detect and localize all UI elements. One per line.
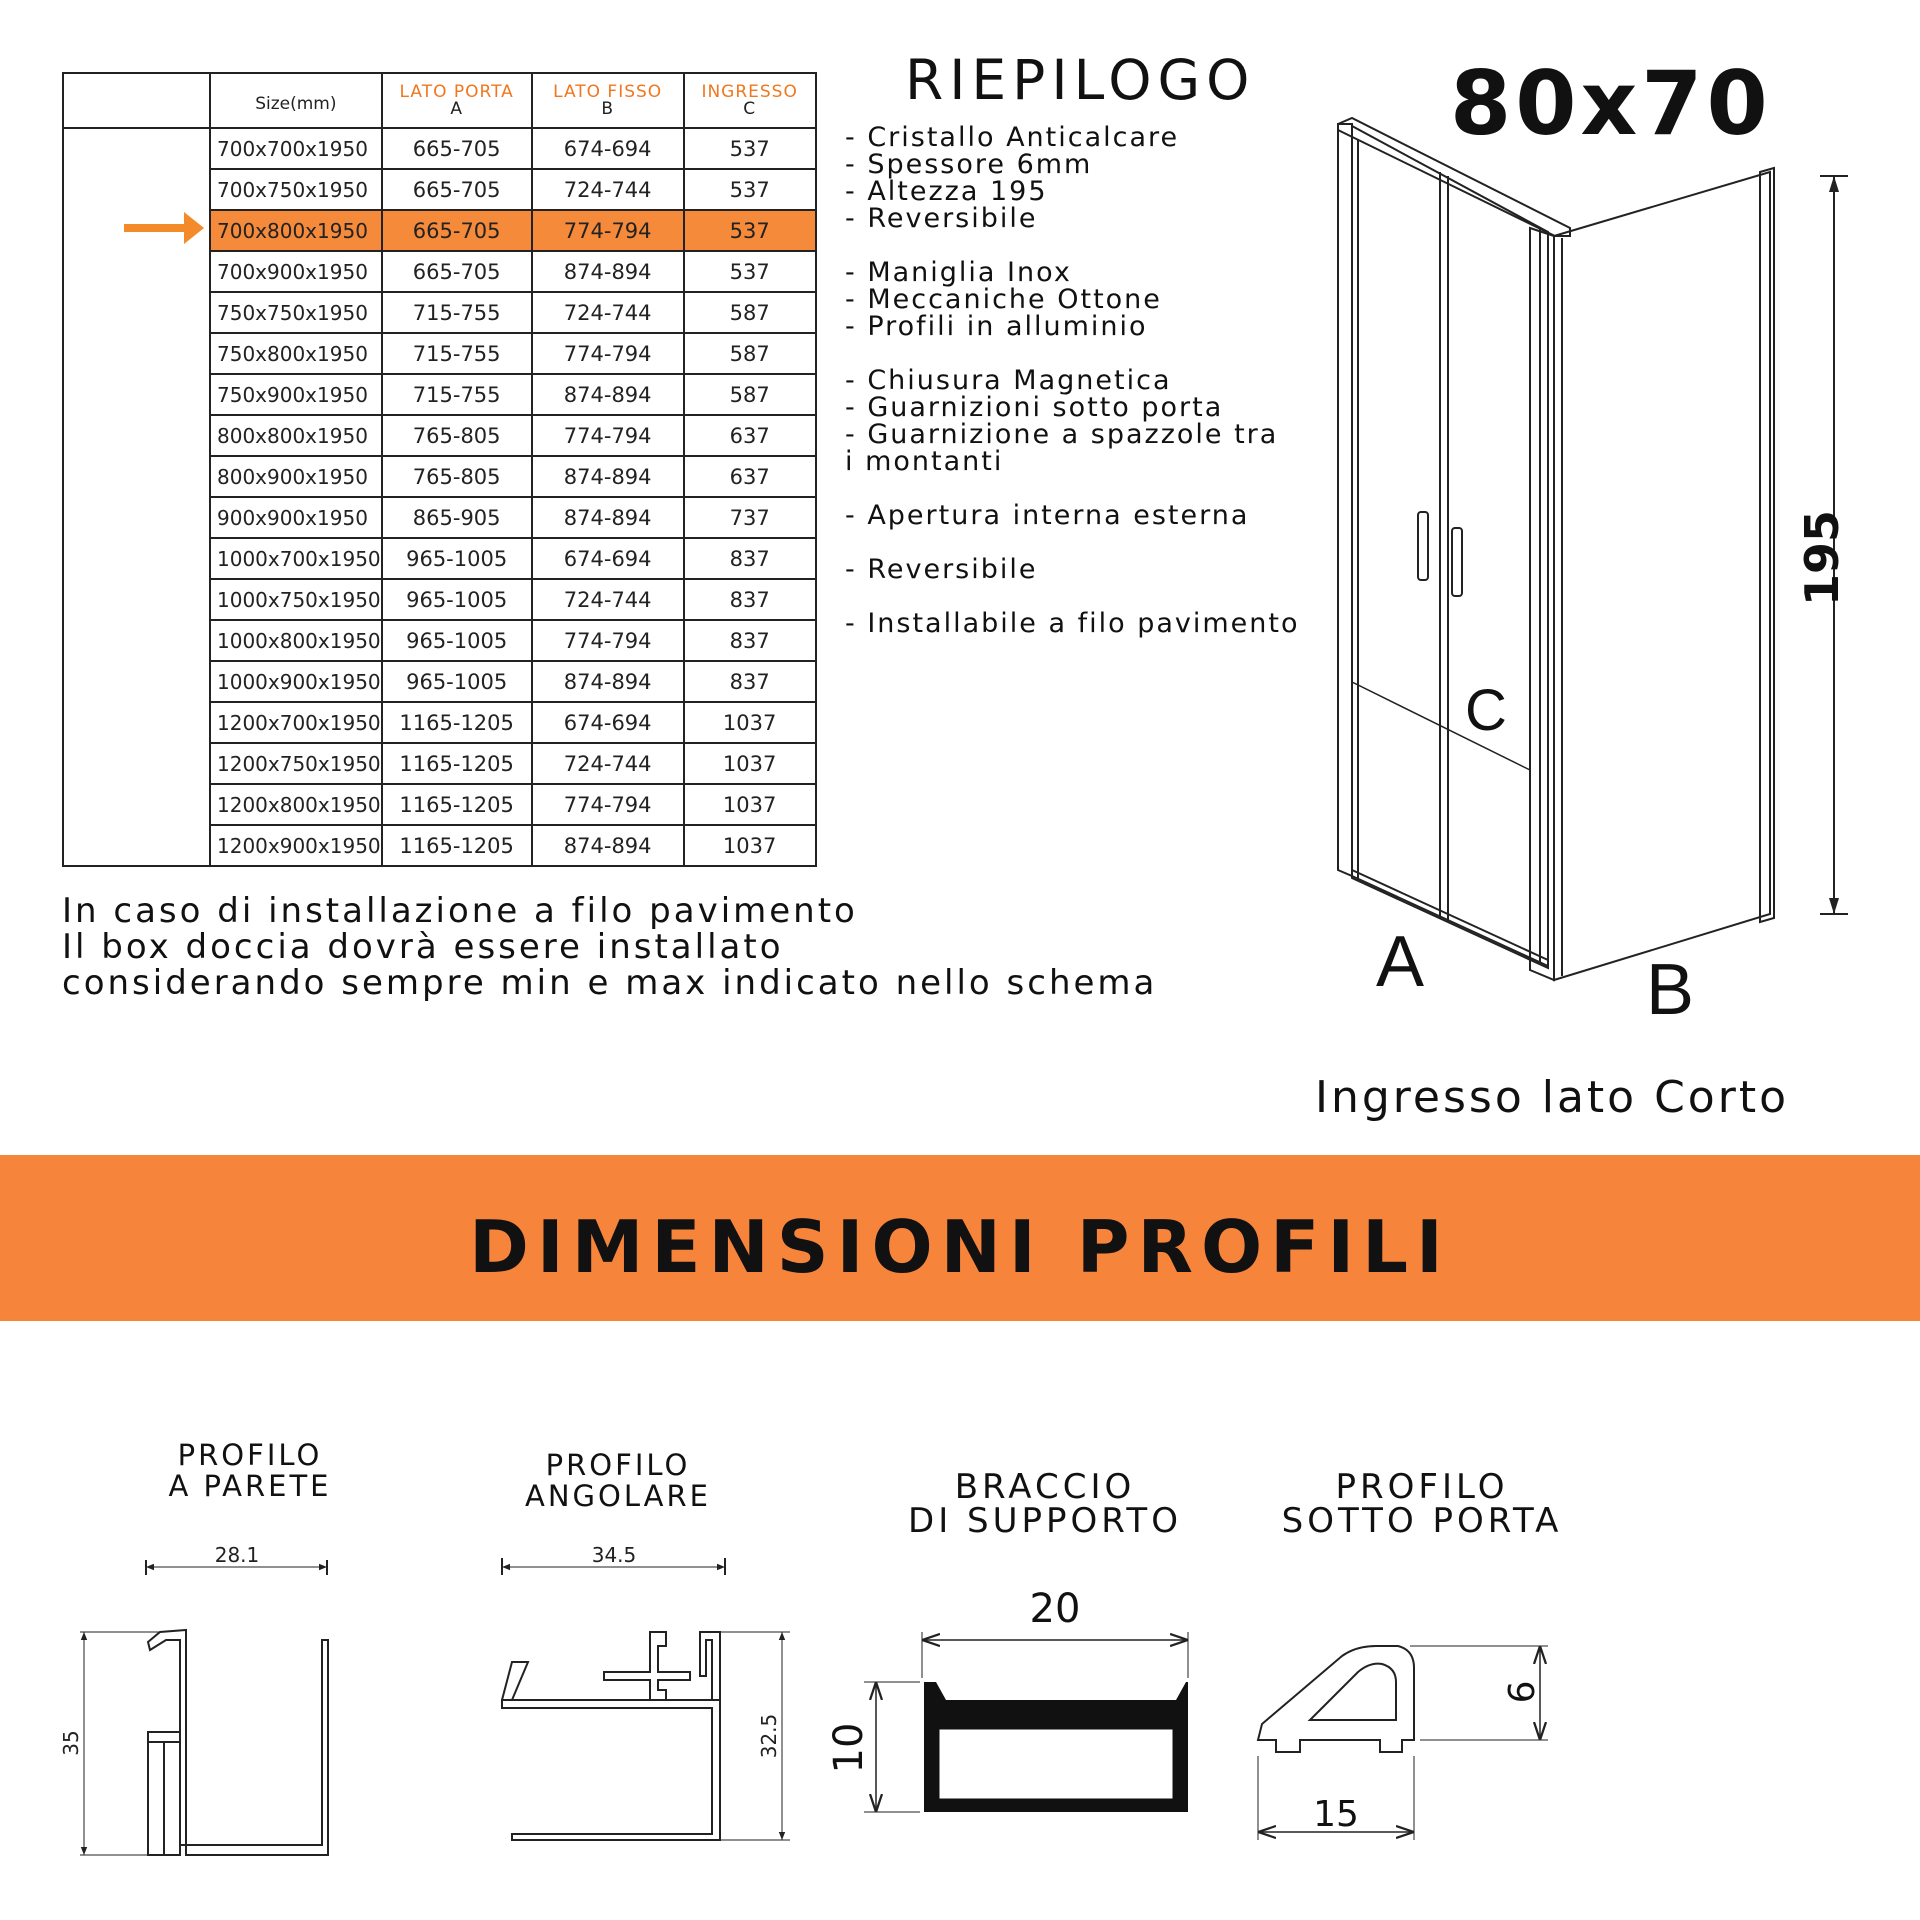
spec-item: - Maniglia Inox	[845, 257, 1072, 288]
lato-porta-cell: 665-705	[382, 210, 532, 251]
lato-porta-cell: 765-805	[382, 415, 532, 456]
lato-porta-cell: 1165-1205	[382, 702, 532, 743]
banner-title: DIMENSIONI PROFILI	[469, 1205, 1451, 1289]
lato-fisso-cell: 774-794	[532, 333, 684, 374]
size-cell: 750x900x1950	[210, 374, 382, 415]
spec-item: - Cristallo Anticalcare	[845, 122, 1180, 153]
height-label: 195	[1795, 509, 1849, 607]
corner-post	[1530, 228, 1554, 980]
lato-fisso-cell: 724-744	[532, 579, 684, 620]
ingresso-cell: 837	[684, 579, 816, 620]
header-ingresso-sub: C	[743, 98, 757, 119]
lato-fisso-cell: 774-794	[532, 415, 684, 456]
spec-item: - Reversibile	[845, 203, 1038, 234]
profile-sotto-porta-label	[1262, 1467, 1582, 1541]
header-lato-fisso-label: LATO FISSO	[553, 81, 663, 102]
size-cell: 750x750x1950	[210, 292, 382, 333]
lato-fisso-cell: 774-794	[532, 210, 684, 251]
ingresso-cell: 587	[684, 333, 816, 374]
parete-width: 28.1	[214, 1543, 260, 1567]
size-cell: 1000x900x1950	[210, 661, 382, 702]
ingresso-cell: 837	[684, 661, 816, 702]
size-cell: 1200x800x1950	[210, 784, 382, 825]
spec-item: - Installabile a filo pavimento	[845, 608, 1300, 639]
lato-porta-cell: 1165-1205	[382, 825, 532, 866]
header-ingresso-label: INGRESSO	[701, 81, 798, 102]
profile-angolare-line2: ANGOLARE	[525, 1479, 711, 1513]
lato-porta-cell: 765-805	[382, 456, 532, 497]
ingresso-cell: 637	[684, 415, 816, 456]
ingresso-cell: 837	[684, 620, 816, 661]
lato-porta-cell: 965-1005	[382, 620, 532, 661]
angolare-height: 32.5	[757, 1713, 781, 1759]
spec-item: - Altezza 195	[845, 176, 1048, 207]
spec-item: - Chiusura Magnetica	[845, 365, 1172, 396]
profile-sotto-porta-drawing	[1258, 1646, 1548, 1840]
spec-gap	[845, 232, 1300, 259]
entry-side-label: Ingresso lato Corto	[1315, 1072, 1789, 1123]
product-size-title: 80x70	[1450, 52, 1772, 155]
ingresso-cell: 537	[684, 251, 816, 292]
lato-porta-cell: 665-705	[382, 128, 532, 169]
profile-parete-line2: A PARETE	[168, 1469, 332, 1503]
note-line-3: considerando sempre min e max indicato nello schema	[62, 963, 1158, 1003]
lato-fisso-cell: 674-694	[532, 128, 684, 169]
lato-porta-cell: 1165-1205	[382, 743, 532, 784]
braccio-height: 10	[826, 1722, 872, 1774]
header-lato-fisso-sub: B	[601, 98, 614, 119]
spec-item: - Reversibile	[845, 554, 1038, 585]
ingresso-cell: 537	[684, 169, 816, 210]
shower-drawing	[1320, 110, 1880, 1030]
ingresso-cell: 587	[684, 292, 816, 333]
door-panel-a	[1352, 126, 1548, 968]
ingresso-cell: 537	[684, 128, 816, 169]
label-b: B	[1645, 950, 1695, 1030]
profile-braccio-label	[880, 1467, 1210, 1541]
profile-parete-drawing	[80, 1560, 328, 1855]
lato-fisso-cell: 874-894	[532, 497, 684, 538]
lato-fisso-cell: 724-744	[532, 292, 684, 333]
size-cell: 1000x750x1950	[210, 579, 382, 620]
size-cell: 900x900x1950	[210, 497, 382, 538]
spec-item: i montanti	[845, 446, 1004, 477]
handle-right	[1452, 528, 1462, 596]
ingresso-cell: 637	[684, 456, 816, 497]
spec-list	[845, 124, 1300, 637]
profile-parete-line1: PROFILO	[177, 1438, 323, 1472]
fixed-panel-b	[1554, 172, 1770, 980]
ingresso-cell: 737	[684, 497, 816, 538]
size-cell: 1200x700x1950	[210, 702, 382, 743]
size-table	[62, 72, 817, 867]
profile-drawings	[0, 1530, 1920, 1880]
parete-height: 35	[59, 1730, 83, 1756]
lato-porta-cell: 665-705	[382, 251, 532, 292]
lato-fisso-cell: 874-894	[532, 661, 684, 702]
spec-item: - Apertura interna esterna	[845, 500, 1250, 531]
ingresso-cell: 1037	[684, 702, 816, 743]
handle-left	[1418, 512, 1428, 580]
header-lato-porta-label: LATO PORTA	[399, 81, 514, 102]
wall-profile-left	[1338, 124, 1352, 876]
table-header-row	[63, 73, 816, 128]
profile-braccio-line2: DI SUPPORTO	[908, 1501, 1182, 1541]
profile-braccio-line1: BRACCIO	[954, 1467, 1136, 1507]
lato-fisso-cell: 774-794	[532, 620, 684, 661]
size-cell: 1000x800x1950	[210, 620, 382, 661]
header-size: Size(mm)	[210, 73, 382, 128]
lato-porta-cell: 965-1005	[382, 579, 532, 620]
wall-profile-right	[1760, 168, 1774, 922]
top-rail	[1338, 118, 1570, 236]
profile-angolare-label	[508, 1450, 728, 1512]
lato-fisso-cell: 874-894	[532, 825, 684, 866]
profile-sotto-porta-line1: PROFILO	[1335, 1467, 1509, 1507]
header-lato-fisso	[532, 73, 684, 128]
ingresso-cell: 1037	[684, 784, 816, 825]
lato-porta-cell: 715-755	[382, 374, 532, 415]
header-lato-porta-sub: A	[450, 98, 463, 119]
size-cell: 700x800x1950	[210, 210, 382, 251]
lato-porta-cell: 715-755	[382, 292, 532, 333]
size-cell: 700x900x1950	[210, 251, 382, 292]
ingresso-cell: 1037	[684, 743, 816, 784]
lato-fisso-cell: 874-894	[532, 456, 684, 497]
size-cell: 800x800x1950	[210, 415, 382, 456]
table-row	[63, 128, 816, 169]
angolare-width: 34.5	[591, 1543, 637, 1567]
braccio-width: 20	[1029, 1586, 1081, 1632]
label-c: C	[1465, 678, 1507, 743]
spec-gap	[845, 529, 1300, 556]
size-cell: 1000x700x1950	[210, 538, 382, 579]
size-cell: 750x800x1950	[210, 333, 382, 374]
lato-fisso-cell: 674-694	[532, 538, 684, 579]
lato-porta-cell: 965-1005	[382, 538, 532, 579]
ingresso-cell: 587	[684, 374, 816, 415]
sotto-porta-width: 15	[1313, 1794, 1359, 1835]
lato-fisso-cell: 774-794	[532, 784, 684, 825]
spec-item: - Guarnizioni sotto porta	[845, 392, 1224, 423]
lato-fisso-cell: 874-894	[532, 374, 684, 415]
spec-item: - Guarnizione a spazzole tra	[845, 419, 1279, 450]
spec-item: - Profili in alluminio	[845, 311, 1148, 342]
ingresso-cell: 1037	[684, 825, 816, 866]
sotto-porta-height: 9	[1499, 1680, 1540, 1704]
spec-gap	[845, 583, 1300, 610]
size-cell: 700x700x1950	[210, 128, 382, 169]
profile-angolare-drawing	[502, 1558, 790, 1840]
profile-braccio-drawing	[864, 1632, 1188, 1812]
size-cell: 800x900x1950	[210, 456, 382, 497]
note-line-1: In caso di installazione a filo pavimento	[62, 891, 858, 931]
spec-gap	[845, 340, 1300, 367]
header-lato-porta	[382, 73, 532, 128]
highlight-arrow-icon	[124, 208, 206, 248]
size-cell: 700x750x1950	[210, 169, 382, 210]
header-blank-cell	[63, 73, 210, 128]
profile-sotto-porta-line2: SOTTO PORTA	[1281, 1501, 1563, 1541]
lato-porta-cell: 865-905	[382, 497, 532, 538]
spec-gap	[845, 475, 1300, 502]
lato-porta-cell: 1165-1205	[382, 784, 532, 825]
header-ingresso	[684, 73, 816, 128]
lato-fisso-cell: 724-744	[532, 169, 684, 210]
profiles-banner	[0, 1155, 1920, 1321]
lato-fisso-cell: 674-694	[532, 702, 684, 743]
size-cell: 1200x750x1950	[210, 743, 382, 784]
lato-porta-cell: 715-755	[382, 333, 532, 374]
spec-item: - Spessore 6mm	[845, 149, 1093, 180]
profile-parete-label	[140, 1440, 360, 1502]
profile-angolare-line1: PROFILO	[545, 1448, 691, 1482]
summary-title: RIEPILOGO	[905, 48, 1256, 112]
lato-porta-cell: 665-705	[382, 169, 532, 210]
spec-item: - Meccaniche Ottone	[845, 284, 1162, 315]
installation-note	[62, 893, 1157, 1001]
lato-porta-cell: 965-1005	[382, 661, 532, 702]
lato-fisso-cell: 724-744	[532, 743, 684, 784]
label-a: A	[1375, 922, 1425, 1002]
note-line-2: Il box doccia dovrà essere installato	[62, 927, 784, 967]
ingresso-cell: 837	[684, 538, 816, 579]
lato-fisso-cell: 874-894	[532, 251, 684, 292]
ingresso-cell: 537	[684, 210, 816, 251]
size-cell: 1200x900x1950	[210, 825, 382, 866]
